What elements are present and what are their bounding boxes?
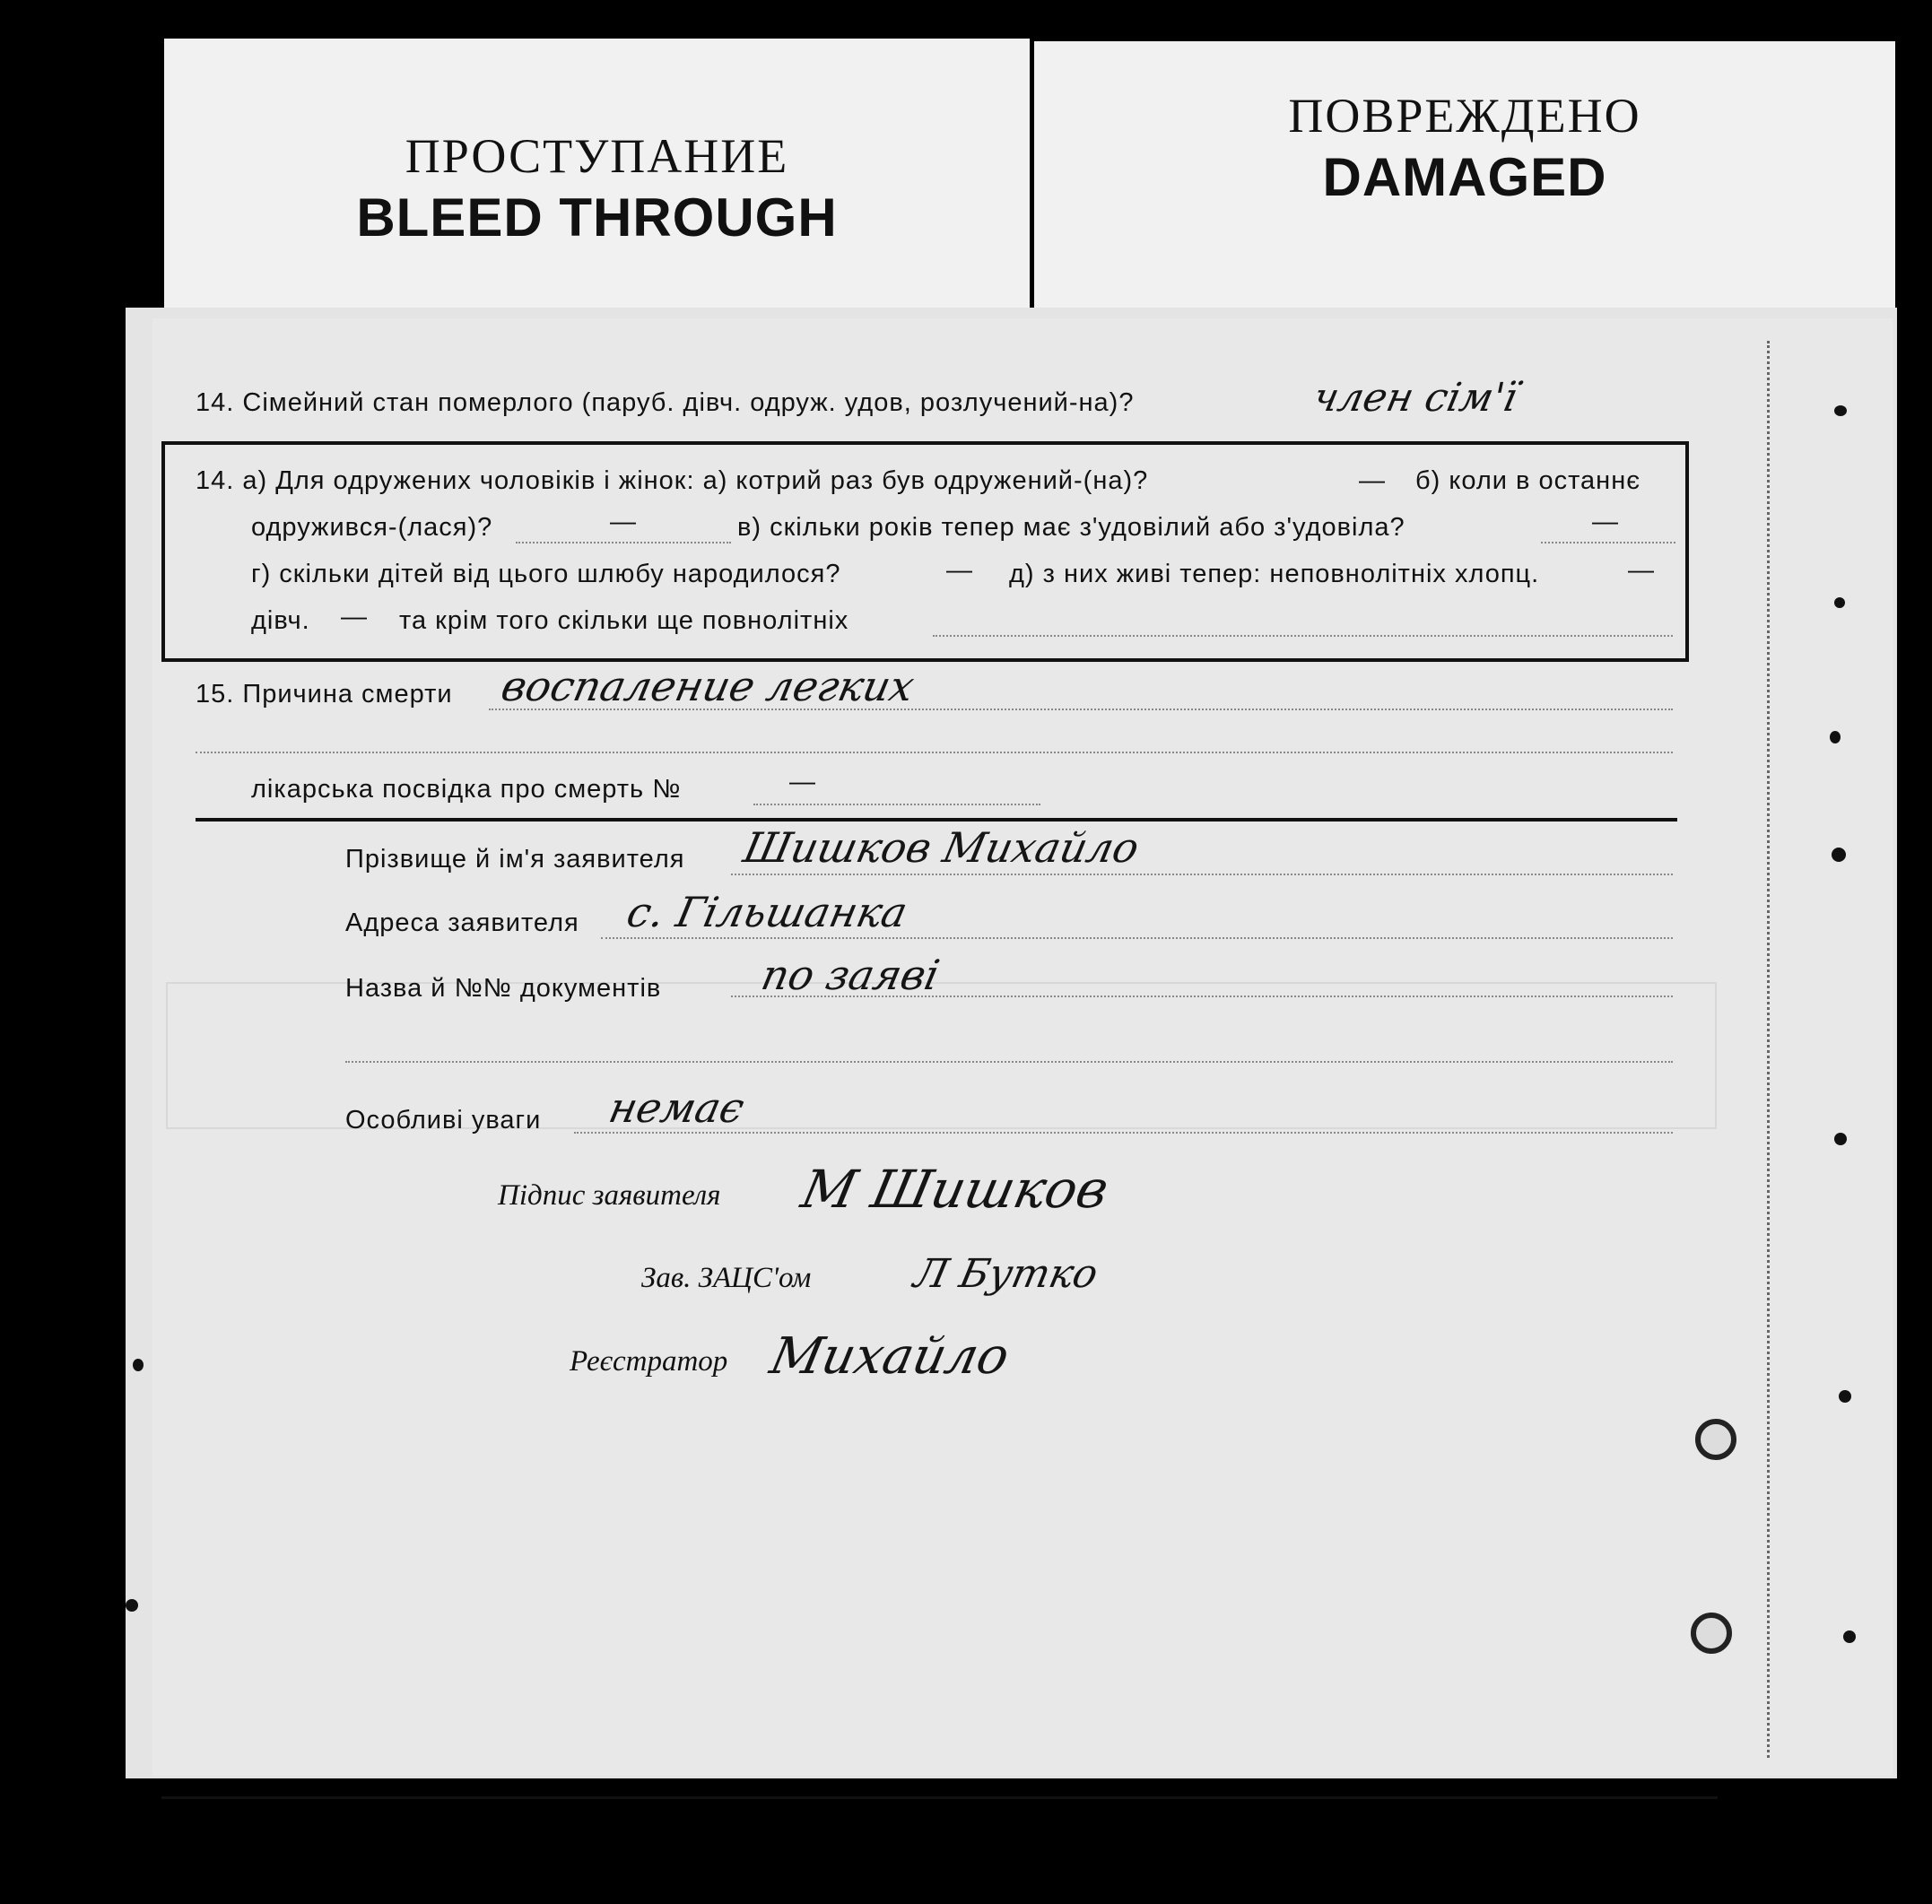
marital-status-label: 14. Сімейний стан померлого (паруб. дівч. одруж. удов, розлучений-на)? — [196, 388, 1135, 417]
q14a-line2-start: одружився-(лася)? — [251, 513, 493, 542]
punch-hole — [126, 1599, 138, 1612]
punch-hole — [1834, 1133, 1847, 1145]
applicant-signature: М Шишков — [796, 1159, 1114, 1220]
dotted-line — [1541, 542, 1675, 543]
q14a-line4-start: дівч. — [251, 606, 310, 635]
q14a-line4-end: та крім того скільки ще повнолітніх — [399, 606, 849, 635]
registrar-label: Реєстратор — [570, 1345, 728, 1378]
placard-en-text: BLEED THROUGH — [356, 187, 838, 248]
placard-ru-text: ПРОСТУПАНИЕ — [405, 129, 789, 183]
dotted-line — [753, 804, 1040, 805]
special-notes-label: Особливі уваги — [345, 1106, 542, 1135]
documents-value: по заяві — [757, 951, 944, 999]
punch-hole — [1830, 731, 1841, 743]
applicant-signature-label: Підпис заявителя — [498, 1179, 721, 1212]
marital-status-answer: член сім'ї — [1309, 375, 1522, 421]
dotted-line — [731, 995, 1673, 997]
applicant-address-value: с. Гільшанка — [622, 888, 912, 936]
section-divider — [196, 818, 1677, 822]
q14a-line4-dash: — — [341, 603, 368, 631]
bottom-rule — [161, 1796, 1718, 1799]
punch-hole — [1839, 1390, 1851, 1403]
q14a-line1-dash: — — [1359, 466, 1386, 495]
damaged-placard — [1034, 41, 1895, 330]
perforation-line — [1767, 341, 1770, 1758]
death-certificate-label: лікарська посвідка про смерть № — [251, 775, 682, 804]
dotted-line — [601, 937, 1673, 939]
dotted-line — [516, 542, 731, 543]
q14a-line2-dash: — — [610, 508, 637, 536]
q14a-line3-dash: — — [946, 556, 973, 585]
cause-of-death-label: 15. Причина смерти — [196, 680, 453, 709]
q14a-line3: г) скільки дітей від цього шлюбу народилося? — [251, 560, 841, 588]
cause-of-death-answer: воспаление легких — [497, 662, 919, 710]
punch-hole — [133, 1359, 144, 1371]
q14a-line3-dash2: — — [1628, 556, 1655, 585]
registry-head-label: Зав. ЗАЦС'ом — [641, 1262, 812, 1294]
death-certificate-value: — — [789, 768, 816, 796]
punch-hole — [1834, 405, 1847, 416]
q14a-line2-dash2: — — [1592, 508, 1619, 536]
bleed-through-placard — [164, 39, 1030, 315]
applicant-name-value: Шишков Михайло — [739, 823, 1144, 872]
punch-hole — [1843, 1630, 1856, 1643]
dotted-line — [933, 635, 1673, 637]
documents-label: Назва й №№ документів — [345, 974, 662, 1003]
placard-en-text: DAMAGED — [1322, 147, 1607, 207]
dotted-line — [489, 709, 1673, 710]
registry-head-signature: Л Бутко — [909, 1251, 1102, 1297]
dotted-line — [574, 1132, 1673, 1134]
q14a-line1-end: б) коли в останнє — [1415, 466, 1641, 495]
punch-ring — [1691, 1613, 1732, 1654]
punch-hole — [1832, 848, 1846, 862]
q14a-line3-end: д) з них живі тепер: неповнолітніх хлопц. — [1009, 560, 1540, 588]
applicant-address-label: Адреса заявителя — [345, 909, 579, 937]
placard-ru-text: ПОВРЕЖДЕНО — [1288, 89, 1641, 143]
applicant-name-label: Прізвище й ім'я заявителя — [345, 845, 685, 874]
dotted-line — [731, 874, 1673, 875]
registrar-signature: Михайло — [765, 1327, 1014, 1386]
dotted-line — [345, 1061, 1673, 1063]
q14a-line1: 14. а) Для одружених чоловіків і жінок: а) котрий раз був одружений-(на)? — [196, 466, 1149, 495]
punch-ring — [1695, 1419, 1736, 1460]
punch-hole — [1834, 597, 1845, 608]
q14a-line2-end: в) скільки років тепер має з'удовілий або з'удовіла? — [737, 513, 1405, 542]
special-notes-value: немає — [605, 1083, 749, 1132]
dotted-line — [196, 752, 1673, 753]
